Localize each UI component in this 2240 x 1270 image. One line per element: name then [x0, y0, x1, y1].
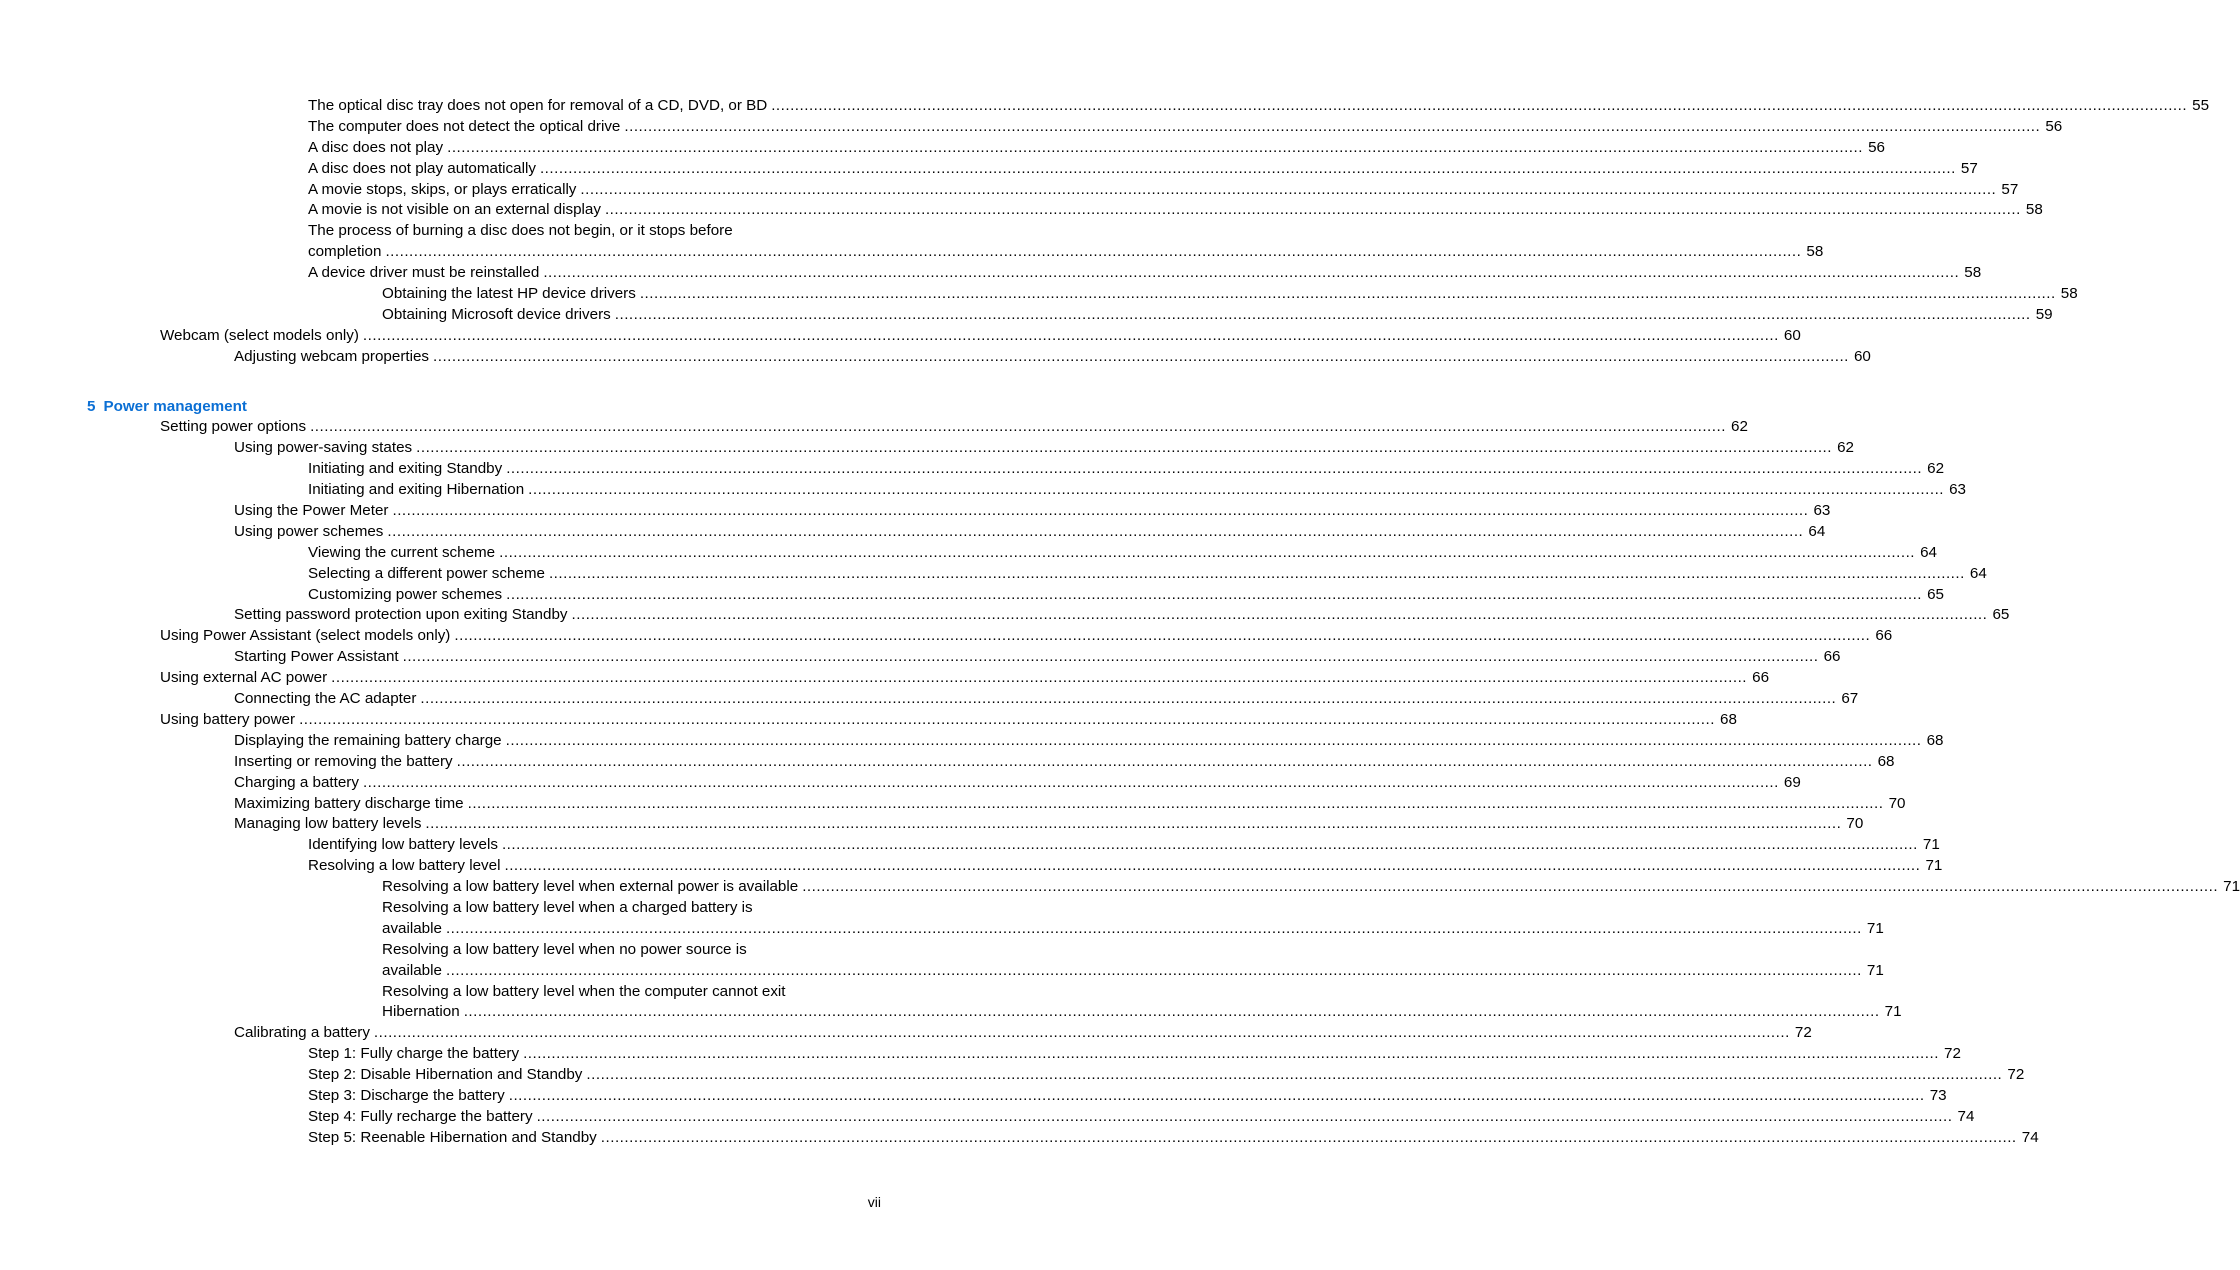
- toc-entry-row[interactable]: [234, 794, 1906, 815]
- toc-entry[interactable]: [0, 1107, 1975, 1128]
- dot-leader: ............................................................................................................................................................................................................................................................................................................: [447, 138, 1863, 156]
- toc-entry-title: The computer does not detect the optical drive: [308, 117, 621, 135]
- dot-leader: ............................................................................................................................................................................................................................................................................................................: [580, 180, 1997, 198]
- toc-entry[interactable]: [0, 221, 954, 242]
- toc-entry-page-number: 64: [1920, 543, 1938, 561]
- dot-leader: ............................................................................................................................................................................................................................................................................................................: [310, 418, 1726, 436]
- toc-entry-page-number: 70: [1888, 794, 1906, 812]
- toc-entry-page-number: 71: [1922, 836, 1940, 854]
- table-of-contents: [0, 96, 2240, 1149]
- toc-entry-row[interactable]: [308, 480, 1967, 501]
- toc-entry-title: A movie stops, skips, or plays erratically: [308, 180, 577, 198]
- toc-entry[interactable]: [0, 919, 1884, 940]
- dot-leader: ............................................................................................................................................................................................................................................................................................................: [571, 606, 1988, 624]
- toc-entry-row[interactable]: [308, 1107, 1975, 1128]
- toc-entry-page-number: 64: [1808, 522, 1826, 540]
- toc-entry-title: Resolving a low battery level: [308, 857, 501, 875]
- dot-leader: ............................................................................................................................................................................................................................................................................................................: [373, 1024, 1790, 1042]
- toc-entry[interactable]: [0, 263, 1982, 284]
- toc-entry-title: Step 3: Discharge the battery: [308, 1086, 505, 1104]
- toc-entry-page-number: 66: [1875, 627, 1893, 645]
- toc-entry-row[interactable]: [234, 501, 1831, 522]
- dot-leader: ............................................................................................................................................................................................................................................................................................................: [624, 117, 2041, 135]
- toc-entry[interactable]: [0, 585, 1945, 606]
- toc-entry-title: Customizing power schemes: [308, 585, 503, 603]
- toc-entry-page-number: 72: [1794, 1024, 1812, 1042]
- dot-leader: ............................................................................................................................................................................................................................................................................................................: [504, 857, 1921, 875]
- toc-entry-row[interactable]: [308, 1065, 2025, 1086]
- dot-leader: ............................................................................................................................................................................................................................................................................................................: [454, 627, 1871, 645]
- toc-section-power-management: [0, 417, 2240, 1148]
- chapter-title: Power management: [103, 397, 247, 415]
- dot-leader: ............................................................................................................................................................................................................................................................................................................: [416, 439, 1832, 457]
- toc-entry-title: Step 2: Disable Hibernation and Standby: [308, 1066, 583, 1084]
- dot-leader: ............................................................................................................................................................................................................................................................................................................: [387, 522, 1804, 540]
- toc-entry-page-number: 56: [1868, 138, 1885, 156]
- toc-entry-title: Identifying low battery levels: [308, 836, 498, 854]
- toc-entry-title: Step 5: Reenable Hibernation and Standby: [308, 1128, 597, 1146]
- toc-entry-title: Hibernation: [382, 1003, 460, 1021]
- toc-entry-row[interactable]: [382, 982, 881, 1003]
- toc-entry[interactable]: [0, 305, 2053, 326]
- toc-entry-title: Webcam (select models only): [160, 326, 359, 344]
- toc-entry[interactable]: [0, 417, 1748, 438]
- dot-leader: ............................................................................................................................................................................................................................................................................................................: [548, 564, 1965, 582]
- toc-entry-page-number: 60: [1783, 326, 1801, 344]
- dot-leader: ............................................................................................................................................................................................................................................................................................................: [501, 836, 1918, 854]
- toc-entry[interactable]: [0, 1023, 1812, 1044]
- toc-entry[interactable]: [0, 1128, 2039, 1149]
- toc-entry[interactable]: [0, 940, 954, 961]
- toc-entry-title: Initiating and exiting Hibernation: [308, 481, 525, 499]
- toc-entry-row[interactable]: [234, 773, 1801, 794]
- toc-entry-row[interactable]: [308, 117, 2063, 138]
- dot-leader: ............................................................................................................................................................................................................................................................................................................: [802, 878, 2219, 896]
- toc-entry[interactable]: [0, 814, 1864, 835]
- toc-entry-row[interactable]: [308, 1086, 1947, 1107]
- chapter-number: 5: [87, 397, 96, 415]
- toc-entry[interactable]: [0, 982, 954, 1003]
- toc-entry-row[interactable]: [308, 263, 1982, 284]
- dot-leader: ............................................................................................................................................................................................................................................................................................................: [445, 919, 1862, 937]
- toc-entry-row[interactable]: [160, 668, 1770, 689]
- toc-entry[interactable]: [0, 242, 1824, 263]
- toc-entry-page-number: 62: [1837, 439, 1854, 457]
- dot-leader: ............................................................................................................................................................................................................................................................................................................: [402, 648, 1819, 666]
- toc-entry-row[interactable]: [308, 856, 1943, 877]
- toc-entry[interactable]: [0, 326, 1801, 347]
- toc-entry[interactable]: [0, 347, 1871, 368]
- toc-entry-row[interactable]: [234, 438, 1854, 459]
- toc-section-previous: [0, 96, 2210, 368]
- toc-entry-row[interactable]: [160, 710, 1737, 731]
- toc-entry-row[interactable]: [382, 284, 2078, 305]
- toc-entry[interactable]: [0, 752, 1895, 773]
- toc-entry-title: Displaying the remaining battery charge: [234, 731, 502, 749]
- toc-entry-row[interactable]: [382, 898, 881, 919]
- toc-entry-page-number: 64: [1969, 564, 1987, 582]
- toc-entry[interactable]: [0, 117, 2063, 138]
- toc-entry-page-number: 58: [2060, 285, 2078, 303]
- toc-entry[interactable]: [0, 501, 1831, 522]
- dot-leader: ............................................................................................................................................................................................................................................................................................................: [523, 1045, 1939, 1063]
- toc-entry-title: Using power-saving states: [234, 439, 413, 457]
- section-gap: [0, 368, 954, 397]
- toc-entry[interactable]: [0, 1044, 1961, 1065]
- toc-entry[interactable]: [0, 1065, 2025, 1086]
- toc-entry-page-number: 66: [1752, 669, 1770, 687]
- chapter-heading[interactable]: [0, 397, 954, 418]
- toc-entry[interactable]: [0, 1002, 1902, 1023]
- toc-entry[interactable]: [0, 626, 1893, 647]
- toc-entry-page-number: 71: [1925, 857, 1943, 875]
- toc-entry[interactable]: [0, 180, 2019, 201]
- toc-entry-page-number: 60: [1853, 347, 1871, 365]
- toc-entry-row[interactable]: [160, 626, 1893, 647]
- toc-entry[interactable]: [0, 835, 1940, 856]
- toc-entry-row[interactable]: [234, 347, 1871, 368]
- toc-entry-page-number: 65: [1992, 606, 2010, 624]
- dot-leader: ............................................................................................................................................................................................................................................................................................................: [639, 285, 2056, 303]
- toc-entry-row[interactable]: [308, 1128, 2039, 1149]
- toc-entry-page-number: 57: [2001, 180, 2019, 198]
- dot-leader: ............................................................................................................................................................................................................................................................................................................: [528, 481, 1945, 499]
- dot-leader: ............................................................................................................................................................................................................................................................................................................: [499, 543, 1916, 561]
- toc-entry-page-number: 71: [2223, 878, 2240, 896]
- toc-entry-page-number: 68: [1926, 731, 1944, 749]
- toc-entry-title: A device driver must be reinstalled: [308, 264, 540, 282]
- toc-entry-title: Obtaining Microsoft device drivers: [382, 305, 611, 323]
- toc-entry-row[interactable]: [382, 940, 881, 961]
- toc-entry-page-number: 63: [1813, 502, 1831, 520]
- toc-entry-page-number: 58: [1964, 264, 1982, 282]
- toc-entry-page-number: 59: [2035, 305, 2053, 323]
- toc-entry[interactable]: [0, 284, 2078, 305]
- toc-entry[interactable]: [0, 159, 1978, 180]
- toc-entry-row[interactable]: [234, 731, 1944, 752]
- dot-leader: ............................................................................................................................................................................................................................................................................................................: [543, 264, 1960, 282]
- toc-entry[interactable]: [0, 961, 1884, 982]
- toc-entry-page-number: 71: [1866, 919, 1884, 937]
- toc-entry-page-number: 55: [2192, 97, 2210, 114]
- toc-entry-row[interactable]: [160, 326, 1801, 347]
- toc-entry-title: completion: [308, 243, 382, 261]
- dot-leader: ............................................................................................................................................................................................................................................................................................................: [508, 1086, 1925, 1104]
- toc-entry-page-number: 72: [2007, 1066, 2025, 1084]
- dot-leader: ............................................................................................................................................................................................................................................................................................................: [392, 502, 1809, 520]
- toc-entry-title: The optical disc tray does not open for removal of a CD, DVD, or BD: [308, 97, 768, 114]
- dot-leader: ............................................................................................................................................................................................................................................................................................................: [299, 710, 1715, 728]
- toc-entry-title: The process of burning a disc does not begin, or it stops before: [308, 222, 733, 240]
- toc-entry-title: Maximizing battery discharge time: [234, 794, 464, 812]
- toc-entry-title: available: [382, 919, 442, 937]
- toc-entry-title: Obtaining the latest HP device drivers: [382, 285, 636, 303]
- toc-entry-row[interactable]: [234, 752, 1895, 773]
- toc-entry-row[interactable]: [382, 961, 1884, 982]
- toc-entry-title: Selecting a different power scheme: [308, 564, 545, 582]
- toc-entry-page-number: 56: [2045, 117, 2063, 135]
- toc-entry-title: Managing low battery levels: [234, 815, 422, 833]
- toc-entry-row[interactable]: [234, 522, 1826, 543]
- toc-entry[interactable]: [0, 689, 1859, 710]
- toc-entry-page-number: 71: [1866, 961, 1884, 979]
- toc-entry-page-number: 58: [1806, 243, 1824, 261]
- dot-leader: ............................................................................................................................................................................................................................................................................................................: [505, 731, 1922, 749]
- toc-entry-page-number: 65: [1927, 585, 1945, 603]
- dot-leader: ............................................................................................................................................................................................................................................................................................................: [433, 347, 1849, 365]
- dot-leader: ............................................................................................................................................................................................................................................................................................................: [362, 326, 1779, 344]
- toc-entry-row[interactable]: [234, 647, 1841, 668]
- toc-entry-title: A disc does not play automatically: [308, 159, 536, 177]
- toc-entry-title: Setting password protection upon exiting Standby: [234, 606, 568, 624]
- toc-entry-row[interactable]: [308, 585, 1945, 606]
- dot-leader: ............................................................................................................................................................................................................................................................................................................: [586, 1066, 2003, 1084]
- dot-leader: ............................................................................................................................................................................................................................................................................................................: [362, 773, 1779, 791]
- toc-entry-row[interactable]: [308, 138, 1885, 159]
- toc-entry-page-number: 74: [1957, 1107, 1975, 1125]
- dot-leader: ............................................................................................................................................................................................................................................................................................................: [420, 690, 1837, 708]
- toc-entry-page-number: 62: [1731, 418, 1748, 436]
- toc-entry[interactable]: [0, 605, 2010, 626]
- toc-entry-title: Calibrating a battery: [234, 1024, 370, 1042]
- toc-entry[interactable]: [0, 1086, 1947, 1107]
- toc-entry-page-number: 66: [1823, 648, 1841, 666]
- toc-entry[interactable]: [0, 564, 1987, 585]
- toc-entry[interactable]: [0, 522, 1826, 543]
- dot-leader: ............................................................................................................................................................................................................................................................................................................: [506, 460, 1923, 478]
- dot-leader: ............................................................................................................................................................................................................................................................................................................: [539, 159, 1956, 177]
- toc-entry-title: Resolving a low battery level when no power source is: [382, 940, 747, 958]
- dot-leader: ............................................................................................................................................................................................................................................................................................................: [600, 1128, 2017, 1146]
- toc-entry-title: Using external AC power: [160, 669, 328, 687]
- toc-entry-title: Inserting or removing the battery: [234, 752, 453, 770]
- toc-entry-title: Step 1: Fully charge the battery: [308, 1045, 520, 1063]
- dot-leader: ............................................................................................................................................................................................................................................................................................................: [456, 752, 1873, 770]
- toc-entry-row[interactable]: [308, 564, 1987, 585]
- toc-entry-title: Charging a battery: [234, 773, 359, 791]
- toc-entry-page-number: 58: [2025, 201, 2043, 219]
- toc-entry[interactable]: [0, 773, 1801, 794]
- toc-entry[interactable]: [0, 480, 1967, 501]
- toc-entry-page-number: 70: [1846, 815, 1864, 833]
- dot-leader: ............................................................................................................................................................................................................................................................................................................: [604, 201, 2021, 219]
- toc-entry-row[interactable]: [308, 96, 2210, 117]
- toc-entry[interactable]: [0, 459, 1945, 480]
- toc-entry[interactable]: [0, 898, 954, 919]
- toc-entry-row[interactable]: [308, 1044, 1961, 1065]
- toc-entry[interactable]: [0, 96, 2210, 117]
- toc-entry[interactable]: [0, 200, 2043, 221]
- toc-entry-row[interactable]: [308, 242, 1824, 263]
- toc-entry-title: Setting power options: [160, 418, 307, 436]
- dot-leader: ............................................................................................................................................................................................................................................................................................................: [425, 815, 1842, 833]
- toc-entry-title: Using the Power Meter: [234, 502, 389, 520]
- toc-entry-title: Resolving a low battery level when a charged battery is: [382, 898, 753, 916]
- toc-entry-page-number: 57: [1960, 159, 1978, 177]
- dot-leader: ............................................................................................................................................................................................................................................................................................................: [445, 961, 1862, 979]
- toc-entry-page-number: 74: [2021, 1128, 2039, 1146]
- toc-entry[interactable]: [0, 877, 2240, 898]
- toc-entry-row[interactable]: [308, 459, 1945, 480]
- dot-leader: ............................................................................................................................................................................................................................................................................................................: [536, 1107, 1953, 1125]
- dot-leader: ............................................................................................................................................................................................................................................................................................................: [467, 794, 1884, 812]
- toc-entry[interactable]: [0, 543, 1938, 564]
- toc-entry-title: Step 4: Fully recharge the battery: [308, 1107, 533, 1125]
- toc-entry-row[interactable]: [382, 877, 2240, 898]
- toc-entry-title: Using power schemes: [234, 522, 384, 540]
- page-number-footer: vii: [867, 1194, 881, 1210]
- toc-entry-title: Starting Power Assistant: [234, 648, 399, 666]
- toc-entry-title: Viewing the current scheme: [308, 543, 496, 561]
- dot-leader: ............................................................................................................................................................................................................................................................................................................: [331, 669, 1748, 687]
- toc-entry-title: A movie is not visible on an external display: [308, 201, 601, 219]
- toc-entry-row[interactable]: [234, 689, 1859, 710]
- toc-entry-row[interactable]: [234, 814, 1864, 835]
- toc-entry-page-number: 67: [1841, 690, 1859, 708]
- toc-entry-row[interactable]: [308, 180, 2019, 201]
- dot-leader: ............................................................................................................................................................................................................................................................................................................: [771, 97, 2188, 114]
- toc-entry[interactable]: [0, 647, 1841, 668]
- toc-entry-title: Connecting the AC adapter: [234, 690, 417, 708]
- toc-entry-page-number: 62: [1927, 460, 1945, 478]
- toc-entry-row[interactable]: [382, 919, 1884, 940]
- toc-entry-title: A disc does not play: [308, 138, 444, 156]
- toc-entry[interactable]: [0, 138, 1885, 159]
- toc-entry-title: Using Power Assistant (select models only): [160, 627, 451, 645]
- dot-leader: ............................................................................................................................................................................................................................................................................................................: [463, 1003, 1880, 1021]
- toc-entry-title: Resolving a low battery level when external power is available: [382, 878, 799, 896]
- toc-entry-page-number: 63: [1949, 481, 1967, 499]
- toc-entry-row[interactable]: [308, 835, 1940, 856]
- toc-entry-row[interactable]: [160, 417, 1748, 438]
- toc-entry[interactable]: [0, 731, 1944, 752]
- toc-entry-row[interactable]: [234, 1023, 1812, 1044]
- dot-leader: ............................................................................................................................................................................................................................................................................................................: [506, 585, 1923, 603]
- toc-entry-page-number: 71: [1884, 1003, 1902, 1021]
- toc-entry-page-number: 69: [1783, 773, 1801, 791]
- toc-entry[interactable]: [0, 856, 1943, 877]
- toc-entry-row[interactable]: [382, 305, 2053, 326]
- toc-entry-row[interactable]: [308, 159, 1978, 180]
- chapter-heading-text[interactable]: [87, 397, 247, 418]
- dot-leader: ............................................................................................................................................................................................................................................................................................................: [614, 305, 2031, 323]
- toc-entry-row[interactable]: [234, 605, 2010, 626]
- toc-entry-row[interactable]: [382, 1002, 1902, 1023]
- toc-entry-row[interactable]: [308, 221, 881, 242]
- toc-entry[interactable]: [0, 710, 1737, 731]
- toc-entry-title: Initiating and exiting Standby: [308, 460, 503, 478]
- toc-entry-page-number: 73: [1929, 1086, 1947, 1104]
- toc-entry-title: Using battery power: [160, 710, 296, 728]
- toc-entry[interactable]: [0, 438, 1854, 459]
- toc-entry[interactable]: [0, 668, 1770, 689]
- toc-entry[interactable]: [0, 794, 1906, 815]
- toc-entry-title: Resolving a low battery level when the computer cannot exit: [382, 982, 786, 1000]
- toc-entry-title: Adjusting webcam properties: [234, 347, 430, 365]
- toc-entry-page-number: 72: [1944, 1045, 1961, 1063]
- toc-entry-title: available: [382, 961, 442, 979]
- toc-entry-page-number: 68: [1720, 710, 1737, 728]
- dot-leader: ............................................................................................................................................................................................................................................................................................................: [385, 243, 1802, 261]
- toc-entry-row[interactable]: [308, 200, 2043, 221]
- toc-entry-row[interactable]: [308, 543, 1938, 564]
- toc-entry-page-number: 68: [1877, 752, 1895, 770]
